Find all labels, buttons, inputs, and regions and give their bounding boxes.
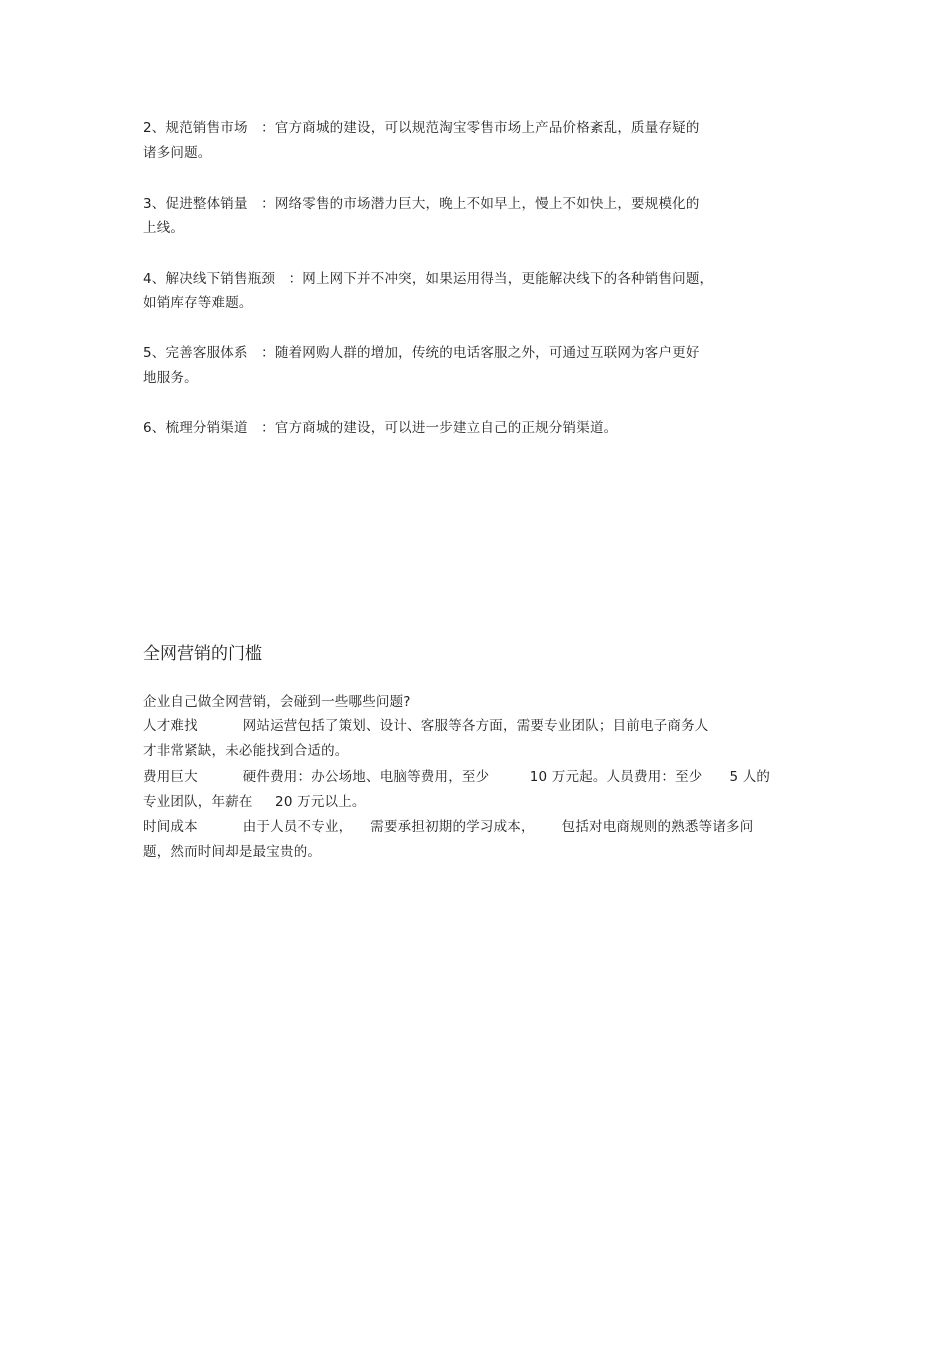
problem-time-line-2: 题，然而时间却是最宝贵的。 — [143, 844, 322, 860]
list-item-5-line-2: 地服务。 — [143, 370, 198, 386]
list-item-6-line-1: 6、梳理分销渠道 ：官方商城的建设，可以进一步建立自己的正规分销渠道。 — [143, 420, 618, 436]
list-item-4-line-2: 如销库存等难题。 — [143, 295, 253, 311]
problem-talent-line-1: 人才难找 网站运营包括了策划、设计、客服等各方面，需要专业团队；目前电子商务人 — [143, 718, 709, 734]
list-item-2-line-2: 诸多问题。 — [143, 145, 212, 161]
section-title: 全网营销的门槛 — [143, 644, 262, 664]
list-item-5-line-1: 5、完善客服体系 ：随着网购人群的增加，传统的电话客服之外，可通过互联网为客户更好 — [143, 345, 700, 361]
problem-time-line-1: 时间成本 由于人员不专业， 需要承担初期的学习成本， 包括对电商规则的熟悉等诸多问 — [143, 819, 754, 835]
problem-cost-line-2: 专业团队，年薪在 20 万元以上。 — [143, 794, 366, 810]
problem-cost-line-1: 费用巨大 硬件费用：办公场地、电脑等费用，至少 10 万元起。人员费用：至少 5 人的 — [143, 769, 771, 785]
list-item-3-line-1: 3、促进整体销量 ：网络零售的市场潜力巨大，晚上不如早上，慢上不如快上，要规模化的 — [143, 196, 700, 212]
list-item-4-line-1: 4、解决线下销售瓶颈 ：网上网下并不冲突，如果运用得当，更能解决线下的各种销售问题， — [143, 271, 714, 287]
list-item-3-line-2: 上线。 — [143, 220, 185, 236]
list-item-2-line-1: 2、规范销售市场 ：官方商城的建设，可以规范淘宝零售市场上产品价格紊乱，质量存疑的 — [143, 120, 700, 136]
problem-talent-line-2: 才非常紧缺，未必能找到合适的。 — [143, 743, 349, 759]
section-intro: 企业自己做全网营销，会碰到一些哪些问题? — [143, 694, 411, 710]
